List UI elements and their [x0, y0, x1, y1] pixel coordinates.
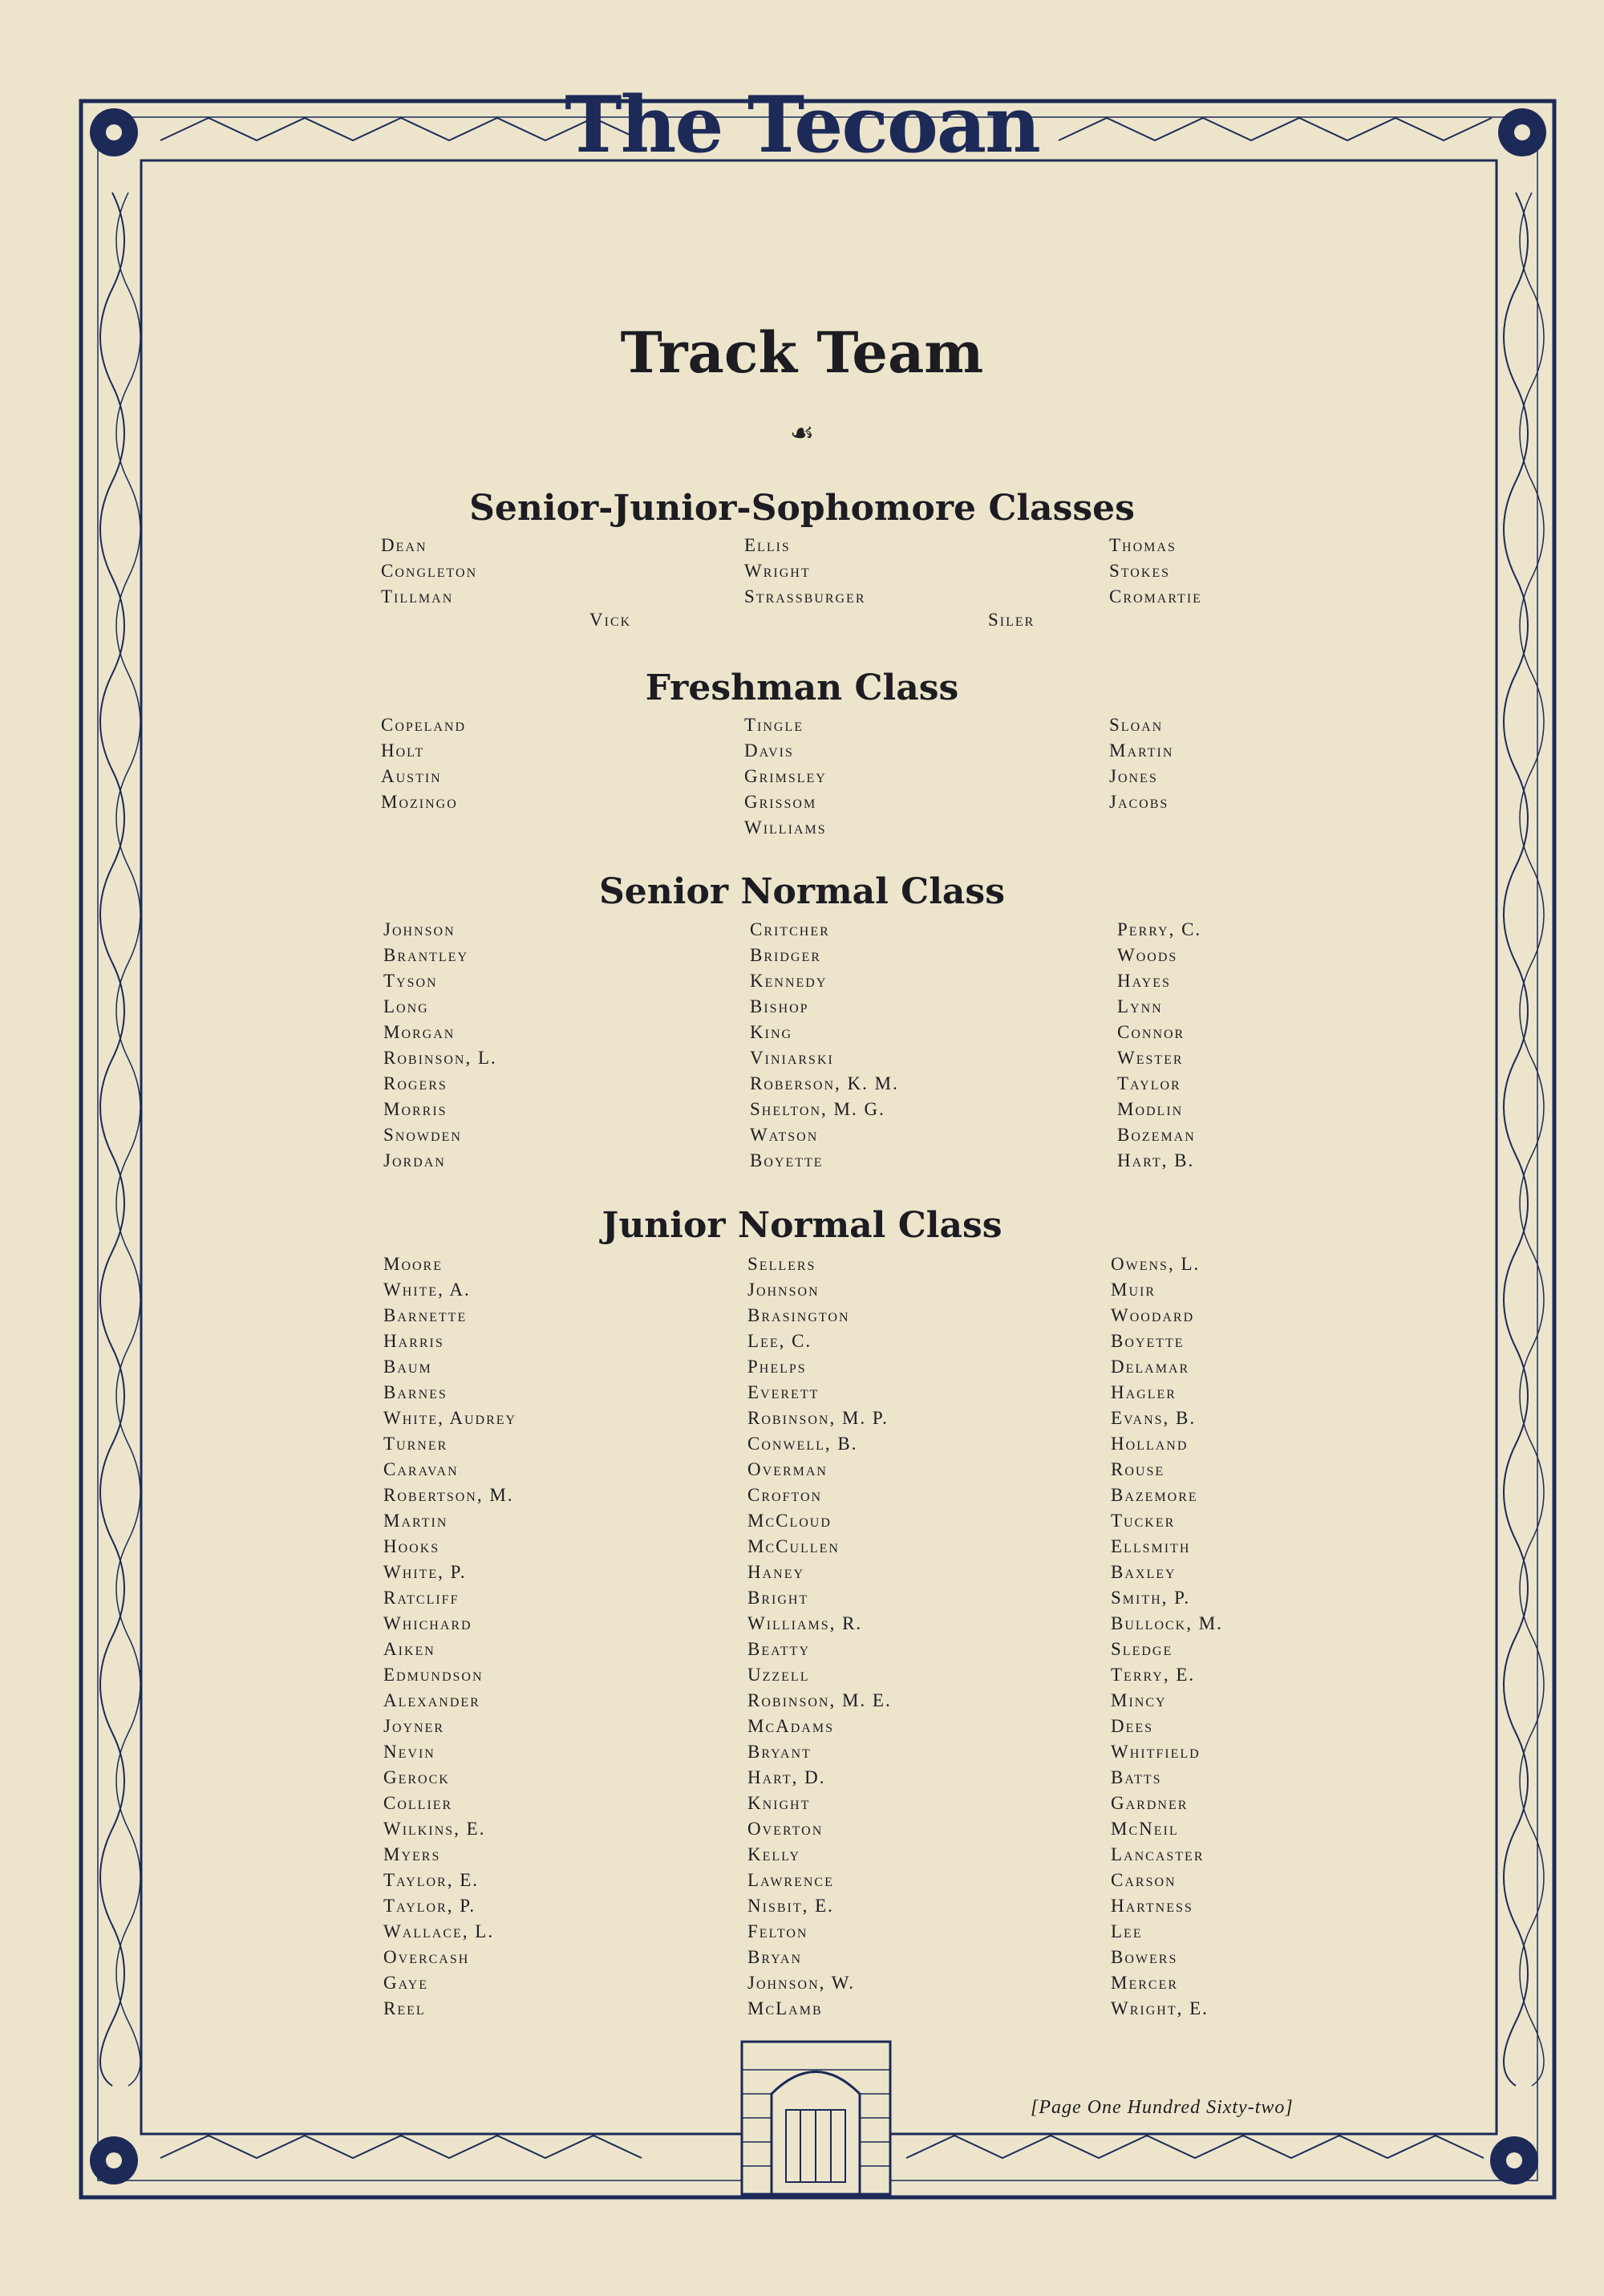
name-entry: Ellis	[744, 535, 791, 555]
name-entry: Bryant	[747, 1742, 812, 1762]
name-entry: Cromartie	[1109, 586, 1202, 606]
name-entry: Crofton	[747, 1485, 823, 1505]
page-number: [Page One Hundred Sixty-two]	[1031, 2097, 1294, 2118]
name-entry: Davis	[744, 740, 794, 761]
name-entry: Tingle	[744, 715, 804, 735]
name-entry: Snowden	[383, 1125, 462, 1145]
name-entry: Thomas	[1109, 535, 1177, 555]
name-entry: Reel	[383, 1998, 426, 2018]
corner-flower-icon	[90, 2136, 138, 2184]
name-entry: McLamb	[747, 1998, 823, 2018]
name-entry: Phelps	[747, 1357, 807, 1377]
section-heading-freshman: Freshman Class	[645, 667, 959, 708]
name-entry: Overton	[747, 1819, 824, 1839]
name-entry: Bridger	[750, 945, 821, 965]
name-entry: Morris	[383, 1099, 448, 1119]
name-entry: Ratcliff	[383, 1588, 460, 1608]
name-entry: Evans, B.	[1111, 1408, 1197, 1428]
name-entry: Taylor, E.	[383, 1870, 479, 1890]
name-entry: Jones	[1109, 766, 1158, 786]
name-column	[744, 533, 1065, 610]
name-entry: Martin	[383, 1511, 448, 1531]
name-entry: Dean	[381, 535, 427, 555]
section-heading-senior-normal: Senior Normal Class	[599, 871, 1005, 912]
name-entry: Whichard	[383, 1613, 472, 1633]
name-entry: Robertson, M.	[383, 1485, 514, 1505]
name-entry: McCloud	[747, 1511, 832, 1531]
name-entry: Lee, C.	[747, 1331, 812, 1351]
name-entry: Overcash	[383, 1947, 470, 1967]
name-entry: Lee	[1111, 1921, 1143, 1941]
name-entry: Tillman	[381, 586, 454, 606]
name-entry: Overman	[747, 1459, 828, 1479]
name-entry: Morgan	[383, 1022, 456, 1042]
name-entry: Hooks	[383, 1536, 440, 1556]
building-doorway-icon	[742, 2042, 890, 2194]
name-entry: Wester	[1117, 1048, 1184, 1068]
name-entry: Williams, R.	[747, 1613, 863, 1633]
name-entry: Austin	[381, 766, 442, 786]
name-entry: White, Audrey	[383, 1408, 517, 1428]
name-entry: Carson	[1111, 1870, 1177, 1890]
name-entry: Holland	[1111, 1434, 1189, 1454]
name-column	[383, 1251, 704, 2022]
page-title: Track Team	[620, 319, 984, 386]
name-entry: Conwell, B.	[747, 1434, 858, 1454]
name-entry: Moore	[383, 1254, 444, 1274]
name-entry: Stokes	[1109, 561, 1171, 581]
name-entry: Kelly	[747, 1844, 800, 1864]
name-entry: Tyson	[383, 971, 438, 991]
name-entry: Sloan	[1109, 715, 1164, 735]
name-entry: Everett	[747, 1382, 820, 1402]
name-entry: McCullen	[747, 1536, 840, 1556]
name-column	[1111, 1251, 1432, 2022]
name-entry: Terry, E.	[1111, 1665, 1196, 1685]
name-entry: Martin	[1109, 740, 1174, 761]
name-entry: Wright, E.	[1111, 1998, 1209, 2018]
name-entry: Lawrence	[747, 1870, 834, 1890]
name-entry: White, P.	[383, 1562, 467, 1582]
name-entry: Bowers	[1111, 1947, 1178, 1967]
name-entry: Mincy	[1111, 1690, 1167, 1710]
name-column	[1109, 533, 1430, 610]
name-column	[744, 712, 1065, 841]
name-entry: Jordan	[383, 1150, 446, 1170]
name-entry: Bullock, M.	[1111, 1613, 1223, 1633]
name-entry: Alexander	[383, 1690, 480, 1710]
name-entry: Tucker	[1111, 1511, 1176, 1531]
name-column	[381, 533, 702, 610]
corner-flower-icon	[1490, 2136, 1538, 2184]
name-entry: Hart, D.	[747, 1767, 826, 1787]
name-entry: Felton	[747, 1921, 808, 1941]
name-entry: Nisbit, E.	[747, 1896, 834, 1916]
name-entry: Delamar	[1111, 1357, 1190, 1377]
name-entry: Gardner	[1111, 1793, 1189, 1813]
name-entry: Wright	[744, 561, 811, 581]
name-entry: Turner	[383, 1434, 448, 1454]
name-entry: Robinson, M. P.	[747, 1408, 889, 1428]
name-entry: Bright	[747, 1588, 809, 1608]
name-entry: Bazemore	[1111, 1485, 1198, 1505]
name-entry: Sellers	[747, 1254, 816, 1274]
name-entry: Wallace, L.	[383, 1921, 495, 1941]
name-entry: Bryan	[747, 1947, 803, 1967]
masthead: The Tecoan	[565, 79, 1039, 170]
name-entry: Modlin	[1117, 1099, 1184, 1119]
name-entry: Bozeman	[1117, 1125, 1196, 1145]
name-entry: Perry, C.	[1117, 919, 1202, 939]
name-entry: Mercer	[1111, 1973, 1179, 1993]
name-siler: Siler	[988, 610, 1035, 630]
name-entry: Whitfield	[1111, 1742, 1201, 1762]
name-entry: Critcher	[750, 919, 830, 939]
name-entry: Rogers	[383, 1073, 448, 1093]
name-entry: Beatty	[747, 1639, 810, 1659]
name-entry: Baxley	[1111, 1562, 1177, 1582]
name-entry: Taylor, P.	[383, 1896, 476, 1916]
name-entry: McAdams	[747, 1716, 834, 1736]
name-entry: Hagler	[1111, 1382, 1177, 1402]
section-heading-senior-junior-sophomore: Senior-Junior-Sophomore Classes	[469, 488, 1135, 529]
name-entry: Shelton, M. G.	[750, 1099, 885, 1119]
name-entry: Knight	[747, 1793, 811, 1813]
leaf-ornament-icon: ☙	[789, 419, 815, 448]
name-entry: Baum	[383, 1357, 432, 1377]
name-entry: King	[750, 1022, 793, 1042]
name-entry: Rouse	[1111, 1459, 1165, 1479]
name-entry: Caravan	[383, 1459, 459, 1479]
name-entry: Watson	[750, 1125, 819, 1145]
name-entry: Barnette	[383, 1305, 468, 1325]
name-entry: Woodard	[1111, 1305, 1195, 1325]
name-entry: Taylor	[1117, 1073, 1181, 1093]
name-entry: Smith, P.	[1111, 1588, 1191, 1608]
name-entry: Williams	[744, 817, 827, 838]
name-entry: Grimsley	[744, 766, 827, 786]
name-entry: Uzzell	[747, 1665, 810, 1685]
name-entry: White, A.	[383, 1280, 471, 1300]
name-entry: Johnson, W.	[747, 1973, 856, 1993]
name-entry: Ellsmith	[1111, 1536, 1191, 1556]
name-entry: Hayes	[1117, 971, 1171, 991]
name-entry: Aiken	[383, 1639, 435, 1659]
name-entry: Copeland	[381, 715, 467, 735]
name-entry: Joyner	[383, 1716, 445, 1736]
name-entry: Robinson, L.	[383, 1048, 497, 1068]
name-entry: Hart, B.	[1117, 1150, 1195, 1170]
name-entry: Mozingo	[381, 792, 458, 812]
name-entry: Johnson	[383, 919, 456, 939]
name-entry: Collier	[383, 1793, 453, 1813]
name-entry: Lynn	[1117, 996, 1163, 1016]
name-vick: Vick	[589, 610, 632, 630]
name-entry: Strassburger	[744, 586, 866, 606]
name-entry: Edmundson	[383, 1665, 484, 1685]
name-entry: Boyette	[750, 1150, 824, 1170]
name-entry: McNeil	[1111, 1819, 1179, 1839]
name-column	[381, 712, 702, 815]
name-entry: Hartness	[1111, 1896, 1193, 1916]
name-entry: Barnes	[383, 1382, 448, 1402]
name-column	[1109, 712, 1430, 815]
name-entry: Congleton	[381, 561, 478, 581]
name-entry: Lancaster	[1111, 1844, 1205, 1864]
name-entry: Batts	[1111, 1767, 1162, 1787]
name-entry: Long	[383, 996, 429, 1016]
name-column	[1117, 917, 1438, 1174]
name-entry: Brantley	[383, 945, 468, 965]
name-entry: Connor	[1117, 1022, 1185, 1042]
section-heading-junior-normal: Junior Normal Class	[602, 1205, 1003, 1246]
name-entry: Grissom	[744, 792, 817, 812]
name-entry: Dees	[1111, 1716, 1154, 1736]
name-entry: Brasington	[747, 1305, 850, 1325]
name-entry: Robinson, M. E.	[747, 1690, 892, 1710]
name-column	[383, 917, 704, 1174]
name-column	[750, 917, 1071, 1174]
name-entry: Myers	[383, 1844, 441, 1864]
name-entry: Owens, L.	[1111, 1254, 1201, 1274]
name-entry: Bishop	[750, 996, 809, 1016]
name-entry: Johnson	[747, 1280, 820, 1300]
name-column	[747, 1251, 1068, 2022]
name-entry: Kennedy	[750, 971, 828, 991]
name-entry: Jacobs	[1109, 792, 1169, 812]
name-entry: Boyette	[1111, 1331, 1185, 1351]
name-entry: Wilkins, E.	[383, 1819, 486, 1839]
name-entry: Nevin	[383, 1742, 435, 1762]
name-entry: Viniarski	[750, 1048, 834, 1068]
name-entry: Gaye	[383, 1973, 429, 1993]
name-entry: Holt	[381, 740, 425, 761]
name-entry: Harris	[383, 1331, 444, 1351]
name-entry: Woods	[1117, 945, 1178, 965]
name-entry: Gerock	[383, 1767, 450, 1787]
name-entry: Roberson, K. M.	[750, 1073, 899, 1093]
name-entry: Haney	[747, 1562, 805, 1582]
name-entry: Muir	[1111, 1280, 1156, 1300]
name-entry: Sledge	[1111, 1639, 1173, 1659]
